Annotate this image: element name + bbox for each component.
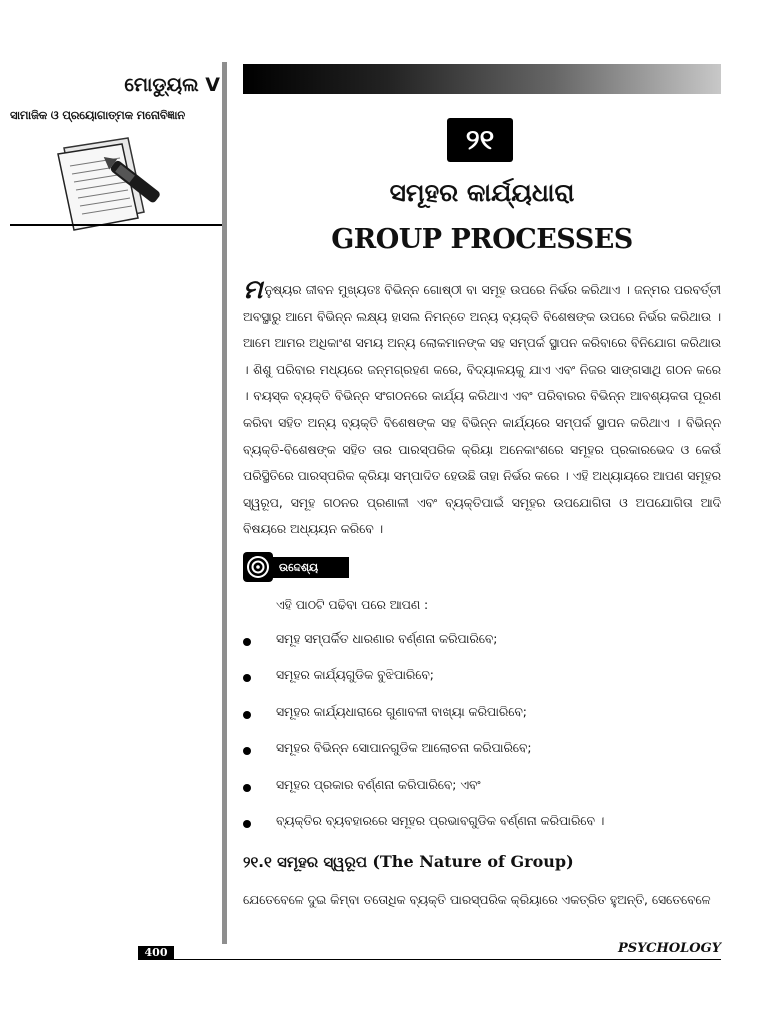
objectives-header [243,552,349,582]
objectives-label: ଉଦ୍ଦେଶ୍ୟ [269,557,349,578]
footer-book-title: PSYCHOLOGY [617,941,721,956]
objectives-intro: ଏହି ପାଠଟି ପଢିବା ପରେ ଆପଣ : [276,598,429,612]
objectives-list [243,632,721,850]
header-bar [243,64,721,94]
page-number: 400 [138,946,174,960]
objective-text: ବ୍ୟକ୍ତିର ବ୍ୟବହାରରେ ସମୂହର ପ୍ରଭାବଗୁଡିକ ବର୍ଣ୍ଣନା କରିପାରିବେ । [276,813,605,828]
objective-text: ସମୂହର କାର୍ଯ୍ୟଗୁଡିକ ବୁଝିପାରିବେ; [276,668,434,683]
section-paragraph: ଯେତେବେଳେ ଦୁଇ କିମ୍ବା ତତୋଧିକ ବ୍ୟକ୍ତି ପାରସ୍ପରିକ କ୍ରିୟାରେ ଏକତ୍ରିତ ହୁଅନ୍ତି, ସେତେବେଳେ [243,893,711,907]
chapter-title-odia: ସମୂହର କାର୍ଯ୍ୟଧାରା [389,178,575,207]
bullet-icon [243,711,251,719]
paper-and-pen-icon [48,132,168,232]
objective-item [243,814,721,850]
bullet-icon [243,747,251,755]
objective-text: ସମୂହ ସମ୍ପର୍କିତ ଧାରଣାର ବର୍ଣ୍ଣନା କରିପାରିବେ; [276,632,498,646]
bullet-icon [243,820,251,828]
page-margin-rule [222,62,227,944]
objective-item [243,778,721,814]
target-icon [243,552,273,582]
objective-item [243,741,721,777]
chapter-title-english: GROUP PROCESSES [331,224,633,255]
objective-item [243,632,721,668]
module-title: ମୋଡ୍ୟୁଲ V [124,74,220,96]
section-number: ୨୧.୧ [243,853,272,871]
objective-text: ସମୂହର ବିଭିନ୍ନ ସୋପାନଗୁଡିକ ଆଲୋଚନା କରିପାରିବେ; [276,741,532,756]
bullet-icon [243,674,251,682]
objective-text: ସମୂହର ପ୍ରକାର ବର୍ଣ୍ଣନା କରିପାରିବେ; ଏବଂ [276,777,481,792]
chapter-number-badge: ୨୧ [447,118,513,162]
bullet-icon [243,638,251,646]
section-title-english: (The Nature of Group) [372,852,574,871]
section-heading [243,852,574,871]
footer-rule [138,959,721,960]
intro-text: ନୁଷ୍ୟର ଜୀବନ ମୁଖ୍ୟତଃ ବିଭିନ୍ନ ଗୋଷ୍ଠୀ ବା ସମୂହ ଉପରେ ନିର୍ଭର କରିଥାଏ । ଜନ୍ମର ପରବର୍ତ୍ତୀ ଅବସ୍ଥାରୁ ଆମେ ବିଭିନ୍ନ ଲକ୍ଷ୍ୟ ହାସଲ ନିମନ୍ତେ ଅନ୍ୟ ବ୍ୟକ୍ତି ବିଶେଷଙ୍କ ଉପରେ ନିର୍ଭର କରିଥାଉ । ଆମେ ଆମର ଅଧିକାଂଶ ସମୟ ଅନ୍ୟ ଲୋକମାନଙ୍କ ସହ ସମ୍ପର୍କ ସ୍ଥାପନ କରିବାରେ ବିନିଯୋଗ କରିଥାଉ । ଶିଶୁ ପରିବାର ମଧ୍ୟରେ ଜନ୍ମଗ୍ରହଣ କରେ, ବିଦ୍ୟାଳୟକୁ ଯାଏ ଏବଂ ନିଜର ସାଙ୍ଗସାଥି ଗଠନ କରେ । ବୟସ୍କ ବ୍ୟକ୍ତି ବିଭିନ୍ନ ସଂଗଠନରେ କାର୍ଯ୍ୟ କରିଥାଏ ଏବଂ ପରିବାରର ବିଭିନ୍ନ ଆବଶ୍ୟକତା ପୂରଣ କରିବା ସହିତ ଅନ୍ୟ ବ୍ୟକ୍ତି ବିଶେଷଙ୍କ ସହ ବିଭିନ୍ନ କାର୍ଯ୍ୟରେ ସମ୍ପର୍କ ସ୍ଥାପନ କରିଥାଏ । ବିଭିନ୍ନ ବ୍ୟକ୍ତି-ବିଶେଷଙ୍କ ସହିତ ତାର ପାରସ୍ପରିକ କ୍ରିୟା ଅନେକାଂଶରେ ସମୂହର ପ୍ରକାରଭେଦ ଓ କେଉଁ ପରିସ୍ଥିତିରେ ପାରସ୍ପରିକ କ୍ରିୟା ସମ୍ପାଦିତ ହେଉଛି ତାହା ନିର୍ଭର କରେ । ଏହି ଅଧ୍ୟାୟରେ ଆପଣ ସମୂହର ସ୍ୱରୂପ, ସମୂହ ଗଠନର ପ୍ରଣାଳୀ ଏବଂ ବ୍ୟକ୍ତିପାଇଁ ସମୂହର ଉପଯୋଗିତା ଓ ଅପଯୋଗିତା ଆଦି ବିଷୟରେ ଅଧ୍ୟୟନ କରିବେ । [243,283,721,537]
intro-paragraph [243,277,721,543]
objective-text: ସମୂହର କାର୍ଯ୍ୟଧାରାରେ ଗୁଣାବଳୀ ବାଖ୍ୟା କରିପାରିବେ; [276,704,527,719]
objective-item [243,705,721,741]
objective-item [243,668,721,704]
module-subtitle: ସାମାଜିକ ଓ ପ୍ରୟୋଗାତ୍ମକ ମନୋବିଜ୍ଞାନ [10,108,186,122]
drop-cap: ମ [243,275,263,305]
bullet-icon [243,784,251,792]
sidebar-divider [10,224,222,226]
section-title-odia: ସମୂହର ସ୍ୱରୂପ [277,853,368,871]
